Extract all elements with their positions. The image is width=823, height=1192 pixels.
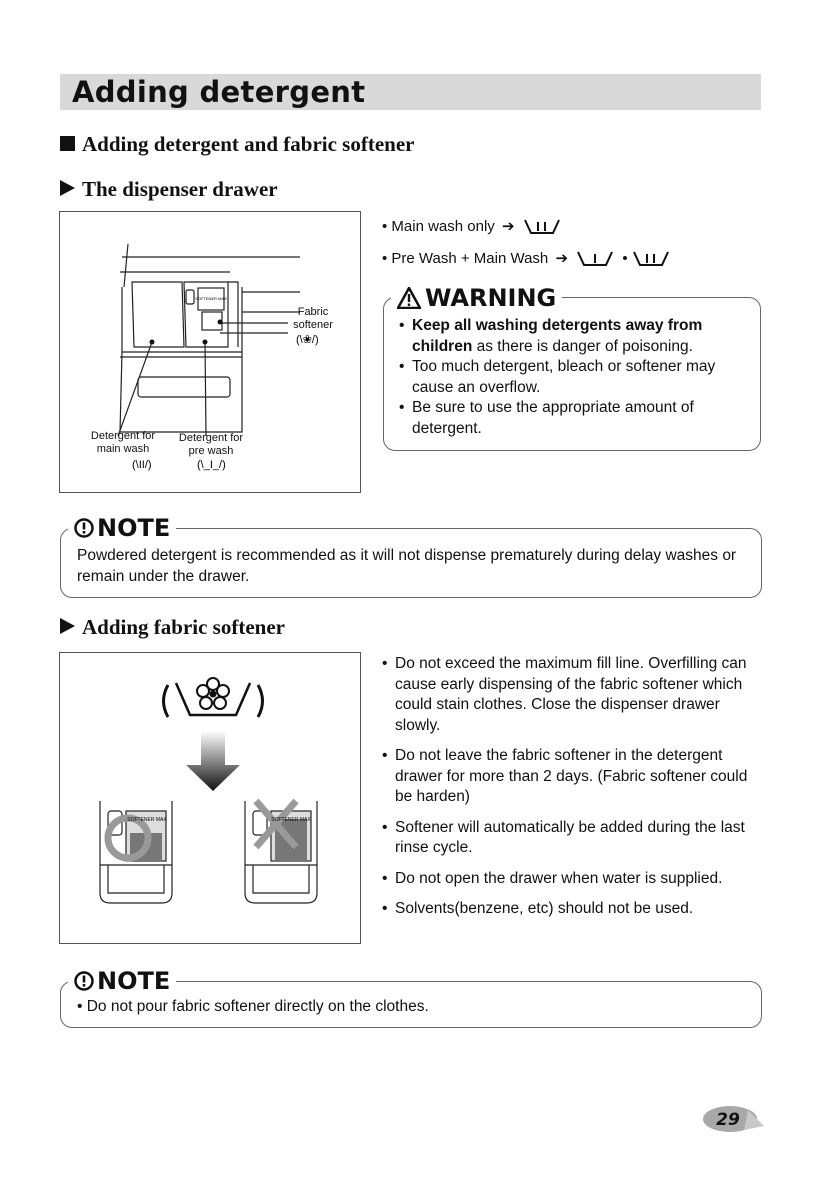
softener-symbol-icon xyxy=(164,678,263,717)
warning-title-text: WARNING xyxy=(425,284,557,312)
note-title-text: NOTE xyxy=(97,967,171,995)
warning-triangle-icon xyxy=(397,287,421,309)
pre-wash-symbol: (\_I_/) xyxy=(197,459,226,471)
arrow-right-icon: ➔ xyxy=(551,250,573,267)
softener-list xyxy=(382,654,764,930)
softener-heading-text: Adding fabric softener xyxy=(82,615,285,639)
drawer-marking-text: SOFTENER MAX xyxy=(195,296,227,301)
warning-item xyxy=(399,357,755,398)
fabric-softener-label: Fabric softener xyxy=(293,306,333,331)
bullet-dot: • xyxy=(382,218,392,235)
softener-item: • Do not open the drawer when water is supplied. xyxy=(382,869,764,890)
warning-list xyxy=(399,316,755,439)
softener-heading xyxy=(60,615,285,640)
warning-item xyxy=(399,316,755,357)
note-title xyxy=(68,515,176,541)
page-title: Adding detergent xyxy=(72,75,366,109)
pre-wash-label: Detergent for pre wash xyxy=(178,432,244,457)
softener-symbol: (\❀/) xyxy=(296,334,319,346)
info-circle-icon xyxy=(74,971,94,991)
page-number: 29 xyxy=(716,1110,740,1130)
section-heading-text: Adding detergent and fabric softener xyxy=(82,132,415,156)
warning-title xyxy=(391,285,562,311)
main-wash-only-row xyxy=(382,218,562,236)
softener-figure xyxy=(59,652,361,944)
section-heading xyxy=(60,132,414,157)
softener-item: • Softener will automatically be added during the last rinse cycle. xyxy=(382,818,764,859)
softener-item: • Solvents(benzene, etc) should not be used. xyxy=(382,899,764,920)
note-text: Powdered detergent is recommended as it will not dispense prematurely during delay washes or remain under the drawer. xyxy=(77,547,737,585)
dispenser-heading-text: The dispenser drawer xyxy=(82,177,278,201)
warning-item-bold: Keep all washing detergents away from children xyxy=(412,317,703,355)
title-bar xyxy=(60,74,761,110)
softener-max-marking: SOFTENER MAX xyxy=(127,817,167,823)
note-title xyxy=(68,968,176,994)
warning-item-text: Too much detergent, bleach or softener may cause an overflow. xyxy=(412,358,716,396)
down-arrow-icon xyxy=(186,731,240,791)
softener-item: • Do not exceed the maximum fill line. Overfilling can cause early dispensing of the fabric softener which could stain clothes. Close the dispenser drawer slowly. xyxy=(382,654,764,736)
main-wash-only-text: Main wash only xyxy=(391,218,495,235)
softener-fill-illustration xyxy=(60,653,362,945)
warning-item xyxy=(399,398,755,439)
main-wash-compartment-icon xyxy=(631,251,671,267)
pre-main-wash-row xyxy=(382,250,671,268)
dispenser-figure xyxy=(59,211,361,493)
note-title-text: NOTE xyxy=(97,514,171,542)
main-wash-label: Detergent for main wash xyxy=(90,430,156,455)
triangle-bullet-icon xyxy=(60,618,75,634)
info-circle-icon xyxy=(74,518,94,538)
warning-item-text: as there is danger of poisoning. xyxy=(472,337,693,355)
bullet-dot: • xyxy=(382,250,392,267)
pre-main-wash-text: Pre Wash + Main Wash xyxy=(391,250,549,267)
pre-wash-compartment-icon xyxy=(575,251,615,267)
arrow-right-icon: ➔ xyxy=(497,218,519,235)
main-wash-compartment-icon xyxy=(522,219,562,235)
softener-max-marking: SOFTENER MAX xyxy=(271,817,311,823)
note-text: • Do not pour fabric softener directly on the clothes. xyxy=(77,998,429,1015)
warning-item-text: Be sure to use the appropriate amount of detergent. xyxy=(412,399,694,437)
note-text-content: Do not pour fabric softener directly on the clothes. xyxy=(86,998,429,1015)
square-bullet-icon xyxy=(60,136,75,151)
main-wash-symbol: (\II/) xyxy=(132,459,152,471)
softener-item: • Do not leave the fabric softener in the detergent drawer for more than 2 days. (Fabric softener could be harden) xyxy=(382,746,764,808)
dispenser-heading xyxy=(60,177,278,202)
triangle-bullet-icon xyxy=(60,180,75,196)
page-number-badge xyxy=(700,1104,766,1134)
bullet-dot: • xyxy=(618,250,628,267)
